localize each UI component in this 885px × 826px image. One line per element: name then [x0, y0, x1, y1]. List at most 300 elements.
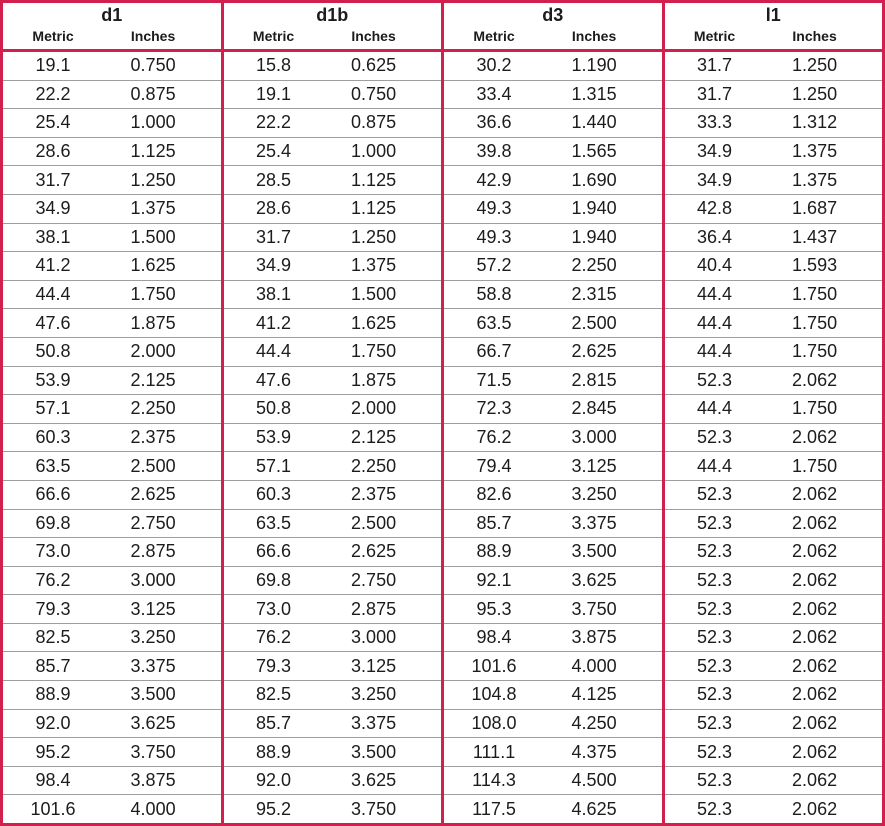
metric-value: 52.3 — [697, 798, 733, 819]
metric-value: 36.4 — [697, 226, 733, 247]
inches-value: 0.875 — [351, 112, 397, 133]
metric-value: 108.0 — [471, 712, 517, 733]
inches-value: 4.625 — [571, 798, 617, 819]
table-row — [665, 794, 883, 823]
table-row — [444, 308, 662, 337]
inches-value: 1.315 — [571, 83, 617, 104]
metric-value: 49.3 — [476, 226, 512, 247]
table-row — [665, 52, 883, 80]
metric-value: 19.1 — [35, 55, 71, 76]
inches-value: 3.000 — [351, 627, 397, 648]
group-body — [444, 52, 662, 823]
metric-value: 36.6 — [476, 112, 512, 133]
metric-value: 52.3 — [697, 712, 733, 733]
inches-value: 3.500 — [130, 684, 176, 705]
table-row — [444, 480, 662, 509]
table-row — [665, 280, 883, 309]
metric-value: 52.3 — [697, 541, 733, 562]
inches-value: 3.750 — [130, 741, 176, 762]
table-row — [444, 223, 662, 252]
metric-value: 38.1 — [35, 226, 71, 247]
inches-value: 1.690 — [571, 169, 617, 190]
inches-value: 0.875 — [130, 83, 176, 104]
metric-value: 34.9 — [697, 141, 733, 162]
metric-value: 52.3 — [697, 741, 733, 762]
table-row — [665, 680, 883, 709]
inches-value: 2.062 — [792, 798, 838, 819]
table-row — [224, 537, 442, 566]
inches-value: 4.000 — [571, 655, 617, 676]
table-row — [3, 680, 221, 709]
table-row — [444, 680, 662, 709]
table-row — [444, 280, 662, 309]
metric-value: 95.2 — [256, 798, 292, 819]
group-body — [665, 52, 883, 823]
table-row — [3, 337, 221, 366]
inches-value: 1.593 — [792, 255, 838, 276]
table-row — [444, 108, 662, 137]
metric-value: 28.6 — [35, 141, 71, 162]
metric-value: 85.7 — [256, 712, 292, 733]
inches-value: 2.625 — [130, 484, 176, 505]
table-row — [3, 766, 221, 795]
table-row — [665, 737, 883, 766]
metric-value: 31.7 — [697, 83, 733, 104]
table-row — [224, 680, 442, 709]
inches-value: 1.250 — [792, 55, 838, 76]
table-row — [3, 137, 221, 166]
inches-value: 1.687 — [792, 198, 838, 219]
inches-value: 3.000 — [130, 569, 176, 590]
metric-value: 57.1 — [256, 455, 292, 476]
table-row — [444, 794, 662, 823]
inches-value: 1.190 — [571, 55, 617, 76]
metric-value: 104.8 — [471, 684, 517, 705]
metric-value: 66.6 — [35, 484, 71, 505]
inches-value: 1.375 — [130, 198, 176, 219]
inches-value: 3.875 — [130, 770, 176, 791]
inches-value: 1.375 — [351, 255, 397, 276]
table-row — [224, 80, 442, 109]
metric-value: 82.6 — [476, 484, 512, 505]
group-title: d1 — [101, 5, 123, 25]
inches-value: 1.750 — [792, 341, 838, 362]
inches-value: 1.750 — [792, 398, 838, 419]
table-row — [224, 709, 442, 738]
inches-value: 0.750 — [351, 83, 397, 104]
metric-value: 52.3 — [697, 569, 733, 590]
metric-value: 79.4 — [476, 455, 512, 476]
inches-value: 2.062 — [792, 712, 838, 733]
inches-value: 1.625 — [351, 312, 397, 333]
table-row — [444, 651, 662, 680]
metric-value: 58.8 — [476, 284, 512, 305]
inches-value: 2.062 — [792, 655, 838, 676]
metric-value: 41.2 — [35, 255, 71, 276]
table-row — [444, 737, 662, 766]
inches-value: 2.815 — [571, 369, 617, 390]
table-row — [3, 394, 221, 423]
metric-value: 47.6 — [35, 312, 71, 333]
table-row — [665, 451, 883, 480]
table-row — [665, 337, 883, 366]
table-row — [3, 108, 221, 137]
metric-value: 31.7 — [256, 226, 292, 247]
metric-value: 95.2 — [35, 741, 71, 762]
metric-value: 82.5 — [35, 627, 71, 648]
metric-value: 73.0 — [256, 598, 292, 619]
inches-value: 2.750 — [351, 569, 397, 590]
table-group-d1b — [221, 3, 442, 823]
metric-value: 52.3 — [697, 484, 733, 505]
metric-value: 44.4 — [697, 398, 733, 419]
inches-value: 3.125 — [130, 598, 176, 619]
table-row — [3, 594, 221, 623]
table-row — [3, 280, 221, 309]
column-headers — [444, 26, 662, 46]
metric-value: 82.5 — [256, 684, 292, 705]
inches-value: 1.500 — [351, 284, 397, 305]
table-row — [3, 165, 221, 194]
metric-value: 50.8 — [256, 398, 292, 419]
inches-column-header: Inches — [351, 28, 396, 44]
table-row — [665, 537, 883, 566]
metric-value: 44.4 — [697, 455, 733, 476]
table-row — [665, 423, 883, 452]
metric-value: 25.4 — [35, 112, 71, 133]
table-row — [665, 566, 883, 595]
metric-value: 57.1 — [35, 398, 71, 419]
metric-value: 42.8 — [697, 198, 733, 219]
inches-value: 3.625 — [351, 770, 397, 791]
inches-value: 3.250 — [130, 627, 176, 648]
metric-value: 42.9 — [476, 169, 512, 190]
table-row — [224, 737, 442, 766]
inches-value: 3.875 — [571, 627, 617, 648]
metric-value: 52.3 — [697, 655, 733, 676]
table-row — [3, 423, 221, 452]
metric-value: 53.9 — [256, 427, 292, 448]
table-row — [665, 108, 883, 137]
inches-value: 3.500 — [571, 541, 617, 562]
metric-value: 57.2 — [476, 255, 512, 276]
table-row — [665, 194, 883, 223]
inches-value: 0.625 — [351, 55, 397, 76]
metric-value: 52.3 — [697, 770, 733, 791]
table-row — [665, 509, 883, 538]
metric-value: 40.4 — [697, 255, 733, 276]
metric-value: 63.5 — [256, 512, 292, 533]
inches-column-header: Inches — [130, 28, 176, 44]
table-row — [665, 223, 883, 252]
table-row — [665, 651, 883, 680]
inches-value: 2.062 — [792, 512, 838, 533]
inches-value: 2.500 — [351, 512, 397, 533]
inches-value: 4.500 — [571, 770, 617, 791]
metric-value: 50.8 — [35, 341, 71, 362]
metric-value: 63.5 — [476, 312, 512, 333]
inches-value: 3.375 — [130, 655, 176, 676]
metric-value: 66.6 — [256, 541, 292, 562]
table-row — [444, 52, 662, 80]
metric-value: 33.3 — [697, 112, 733, 133]
metric-value: 22.2 — [256, 112, 292, 133]
metric-value: 63.5 — [35, 455, 71, 476]
table-row — [3, 737, 221, 766]
metric-value: 31.7 — [697, 55, 733, 76]
metric-value: 44.4 — [697, 312, 733, 333]
table-row — [3, 480, 221, 509]
metric-value: 114.3 — [472, 770, 516, 791]
inches-value: 0.750 — [130, 55, 176, 76]
group-header — [665, 3, 883, 52]
inches-value: 3.625 — [571, 569, 617, 590]
metric-value: 92.1 — [476, 569, 512, 590]
table-row — [665, 623, 883, 652]
metric-value: 72.3 — [476, 398, 512, 419]
inches-value: 2.062 — [792, 627, 838, 648]
metric-value: 52.3 — [697, 512, 733, 533]
inches-value: 1.500 — [130, 226, 176, 247]
group-title: d3 — [542, 5, 564, 25]
metric-value: 88.9 — [476, 541, 512, 562]
table-row — [444, 337, 662, 366]
table-row — [444, 423, 662, 452]
inches-value: 3.625 — [130, 712, 176, 733]
inches-value: 2.875 — [130, 541, 176, 562]
metric-value: 95.3 — [476, 598, 512, 619]
inches-value: 2.875 — [351, 598, 397, 619]
inches-value: 3.250 — [351, 684, 397, 705]
inches-value: 1.125 — [351, 169, 397, 190]
inches-value: 1.565 — [571, 141, 617, 162]
inches-value: 1.750 — [130, 284, 176, 305]
table-row — [665, 165, 883, 194]
metric-value: 79.3 — [256, 655, 292, 676]
table-row — [3, 194, 221, 223]
column-headers — [3, 26, 221, 46]
metric-column-header: Metric — [473, 28, 515, 44]
metric-value: 44.4 — [256, 341, 292, 362]
inches-value: 2.000 — [351, 398, 397, 419]
inches-value: 3.125 — [351, 655, 397, 676]
metric-value: 60.3 — [256, 484, 292, 505]
table-row — [444, 709, 662, 738]
metric-value: 30.2 — [476, 55, 512, 76]
inches-value: 1.250 — [351, 226, 397, 247]
table-row — [224, 651, 442, 680]
inches-value: 4.000 — [130, 798, 176, 819]
metric-value: 53.9 — [35, 369, 71, 390]
metric-value: 44.4 — [697, 341, 733, 362]
metric-value: 31.7 — [35, 169, 71, 190]
table-row — [444, 766, 662, 795]
column-headers — [224, 26, 442, 46]
table-row — [3, 623, 221, 652]
table-row — [3, 80, 221, 109]
metric-value: 88.9 — [256, 741, 292, 762]
table-row — [444, 394, 662, 423]
metric-value: 34.9 — [35, 198, 71, 219]
table-row — [224, 223, 442, 252]
metric-value: 52.3 — [697, 598, 733, 619]
metric-value: 33.4 — [476, 83, 512, 104]
metric-value: 52.3 — [697, 684, 733, 705]
inches-value: 1.750 — [792, 312, 838, 333]
table-row — [224, 794, 442, 823]
metric-value: 66.7 — [476, 341, 512, 362]
inches-value: 4.125 — [571, 684, 617, 705]
inches-value: 1.875 — [130, 312, 176, 333]
metric-value: 88.9 — [35, 684, 71, 705]
inches-value: 1.125 — [351, 198, 397, 219]
table-row — [3, 566, 221, 595]
metric-value: 76.2 — [35, 569, 71, 590]
metric-value: 101.6 — [30, 798, 76, 819]
metric-value: 98.4 — [476, 627, 512, 648]
metric-value: 47.6 — [256, 369, 292, 390]
table-row — [224, 137, 442, 166]
table-row — [444, 594, 662, 623]
table-row — [224, 280, 442, 309]
inches-value: 1.750 — [351, 341, 397, 362]
table-row — [224, 394, 442, 423]
metric-column-header: Metric — [32, 28, 74, 44]
table-group-l1 — [662, 3, 883, 823]
group-header — [3, 3, 221, 52]
inches-value: 2.250 — [351, 455, 397, 476]
table-row — [3, 509, 221, 538]
inches-value: 2.315 — [571, 284, 617, 305]
metric-value: 52.3 — [697, 369, 733, 390]
table-row — [444, 194, 662, 223]
metric-value: 34.9 — [256, 255, 292, 276]
table-row — [3, 223, 221, 252]
table-row — [444, 251, 662, 280]
inches-value: 3.000 — [571, 427, 617, 448]
inches-value: 2.500 — [130, 455, 176, 476]
inches-value: 1.000 — [130, 112, 176, 133]
metric-value: 52.3 — [697, 627, 733, 648]
inches-value: 2.250 — [130, 398, 176, 419]
metric-value: 92.0 — [35, 712, 71, 733]
metric-value: 15.8 — [256, 55, 292, 76]
metric-value: 34.9 — [697, 169, 733, 190]
table-row — [665, 594, 883, 623]
metric-value: 117.5 — [472, 798, 516, 819]
inches-value: 2.625 — [571, 341, 617, 362]
metric-value: 69.8 — [35, 512, 71, 533]
group-body — [3, 52, 221, 823]
table-row — [665, 137, 883, 166]
table-row — [3, 537, 221, 566]
table-row — [665, 366, 883, 395]
inches-value: 2.250 — [571, 255, 617, 276]
table-row — [3, 366, 221, 395]
table-row — [444, 451, 662, 480]
metric-value: 41.2 — [256, 312, 292, 333]
table-row — [224, 423, 442, 452]
table-row — [224, 509, 442, 538]
metric-value: 111.1 — [472, 741, 516, 762]
inches-value: 2.062 — [792, 598, 838, 619]
inches-value: 2.062 — [792, 684, 838, 705]
table-group-d1 — [3, 3, 221, 823]
metric-value: 28.5 — [256, 169, 292, 190]
group-body — [224, 52, 442, 823]
inches-value: 4.375 — [571, 741, 617, 762]
table-row — [224, 308, 442, 337]
inches-value: 1.750 — [792, 455, 838, 476]
table-row — [3, 308, 221, 337]
table-row — [444, 509, 662, 538]
table-row — [444, 566, 662, 595]
inches-value: 1.250 — [130, 169, 176, 190]
inches-value: 1.250 — [792, 83, 838, 104]
table-row — [3, 52, 221, 80]
table-row — [224, 566, 442, 595]
metric-value: 22.2 — [35, 83, 71, 104]
table-row — [224, 623, 442, 652]
metric-value: 44.4 — [697, 284, 733, 305]
metric-value: 69.8 — [256, 569, 292, 590]
table-row — [224, 52, 442, 80]
table-row — [224, 165, 442, 194]
inches-value: 2.375 — [130, 427, 176, 448]
inches-value: 2.625 — [351, 541, 397, 562]
inches-value: 3.375 — [351, 712, 397, 733]
table-row — [224, 194, 442, 223]
inches-value: 3.125 — [571, 455, 617, 476]
metric-value: 60.3 — [35, 427, 71, 448]
metric-value: 28.6 — [256, 198, 292, 219]
table-row — [224, 480, 442, 509]
inches-value: 3.250 — [571, 484, 617, 505]
table-row — [224, 766, 442, 795]
metric-value: 92.0 — [256, 770, 292, 791]
metric-value: 85.7 — [476, 512, 512, 533]
inches-value: 1.312 — [792, 112, 838, 133]
inches-value: 2.062 — [792, 484, 838, 505]
table-row — [224, 366, 442, 395]
inches-value: 1.437 — [792, 226, 838, 247]
inches-value: 1.940 — [571, 226, 617, 247]
metric-value: 79.3 — [35, 598, 71, 619]
inches-value: 2.062 — [792, 369, 838, 390]
metric-value: 39.8 — [476, 141, 512, 162]
table-row — [444, 80, 662, 109]
metric-value: 76.2 — [476, 427, 512, 448]
metric-value: 101.6 — [471, 655, 517, 676]
group-title: d1b — [316, 5, 349, 25]
table-row — [224, 337, 442, 366]
column-headers — [665, 26, 883, 46]
table-row — [224, 451, 442, 480]
inches-value: 2.125 — [351, 427, 397, 448]
metric-value: 44.4 — [35, 284, 71, 305]
inches-value: 3.750 — [571, 598, 617, 619]
inches-value: 2.062 — [792, 569, 838, 590]
inches-value: 2.375 — [351, 484, 397, 505]
table-row — [444, 366, 662, 395]
table-row — [444, 165, 662, 194]
inches-value: 1.375 — [792, 141, 838, 162]
table-row — [3, 451, 221, 480]
metric-value: 25.4 — [256, 141, 292, 162]
table-row — [665, 80, 883, 109]
table-row — [444, 537, 662, 566]
metric-column-header: Metric — [693, 28, 736, 44]
